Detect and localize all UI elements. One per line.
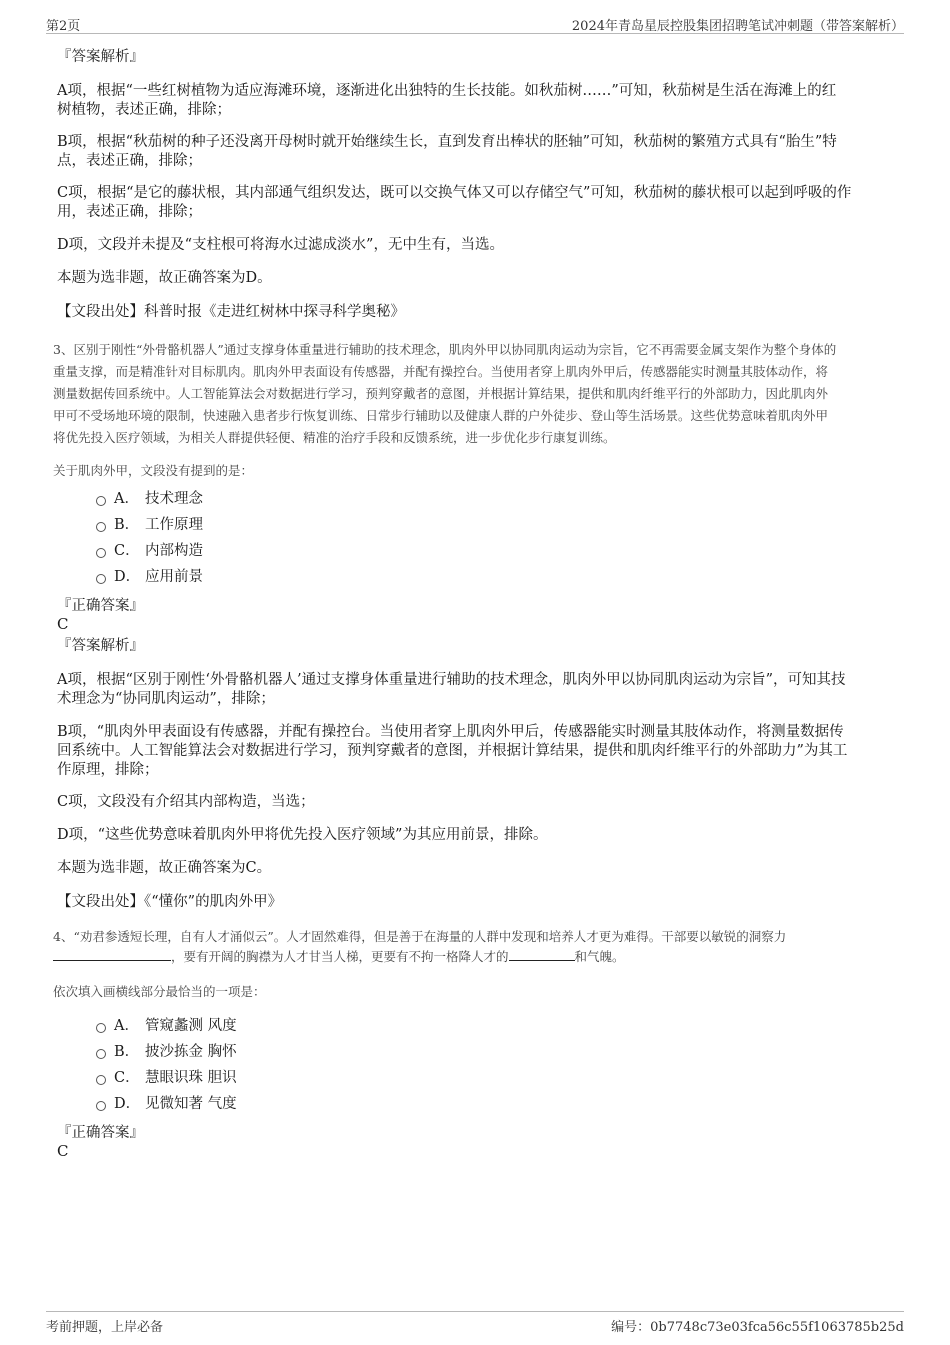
q3-passage-line3: 测量数据传回系统中。人工智能算法会对数据进行学习，预判穿戴者的意图，并根据计算结果，提供和肌肉纤维平行的外部助力，因此肌肉外 — [53, 386, 829, 401]
analysis-d: D项，文段并未提及“支柱根可将海水过滤成淡水”，无中生有，当选。 — [57, 237, 504, 253]
q3-analysis-c: C项，文段没有介绍其内部构造，当选； — [57, 794, 315, 810]
page-footer — [46, 1311, 904, 1336]
q4-option-d[interactable]: D． 见微知著 气度 — [96, 1094, 237, 1114]
q3-analysis-a-line2: 术理念为“协同肌肉运动”，排除； — [57, 691, 275, 707]
q3-answer-tag: 『正确答案』 — [57, 598, 144, 614]
source: 【文段出处】科普时报《走进红树林中探寻科学奥秘》 — [57, 304, 405, 320]
q3-question: 关于肌肉外甲，文段没有提到的是： — [53, 463, 254, 478]
q3-source: 【文段出处】《“懂你”的肌肉外甲》 — [57, 894, 283, 910]
document-title: 2024年青岛星辰控股集团招聘笔试冲刺题（带答案解析） — [571, 19, 904, 34]
footer-slogan: 考前押题，上岸必备 — [46, 1320, 164, 1335]
answer-blank — [509, 946, 575, 961]
q3-answer: C — [57, 615, 69, 633]
document-code: 编号：0b7748c73e03fca56c55f1063785b25d — [611, 1320, 904, 1335]
radio-icon[interactable] — [96, 1049, 106, 1059]
radio-icon[interactable] — [96, 574, 106, 584]
q4-question: 依次填入画横线部分最恰当的一项是： — [53, 984, 266, 999]
q4-option-c[interactable]: C． 慧眼识珠 胆识 — [96, 1068, 237, 1088]
q3-passage-line4: 甲可不受场地环境的限制，快速融入患者步行恢复训练、日常步行辅助以及健康人群的户外徒步、登山等生活场景。这些优势意味着肌肉外甲 — [53, 408, 829, 423]
q3-analysis-a-line1: A项，根据“区别于刚性‘外骨骼机器人’通过支撑身体重量进行辅助的技术理念，肌肉外甲以协同肌肉运动为宗旨”，可知其技 — [57, 672, 846, 688]
q3-option-c[interactable]: C． 内部构造 — [96, 541, 203, 561]
q3-analysis-b-line1: B项，“肌肉外甲表面设有传感器，并配有操控台。当使用者穿上肌肉外甲后，传感器能实时测量其肢体动作，将测量数据传 — [57, 724, 844, 740]
q4-answer: C — [57, 1142, 69, 1160]
conclusion: 本题为选非题，故正确答案为D。 — [57, 270, 272, 286]
q4-passage-line2: ，要有开阔的胸襟为人才甘当人梯，更要有不拘一格降人才的 和气魄。 — [53, 946, 901, 968]
radio-icon[interactable] — [96, 1023, 106, 1033]
q3-analysis-b-line3: 作原理，排除； — [57, 762, 159, 778]
q3-analysis-b-line2: 回系统中。人工智能算法会对数据进行学习，预判穿戴者的意图，并根据计算结果，提供和肌肉纤维平行的外部助力”为其工 — [57, 743, 848, 759]
q3-passage-line1: 3、区别于刚性“外骨骼机器人”通过支撑身体重量进行辅助的技术理念，肌肉外甲以协同肌肉运动为宗旨，它不再需要金属支架作为整个身体的 — [53, 342, 837, 357]
q3-passage-line2: 重量支撑，而是精准针对目标肌肉。肌肉外甲表面设有传感器，并配有操控台。当使用者穿上肌肉外甲后，传感器能实时测量其肢体动作，将 — [53, 364, 829, 379]
radio-icon[interactable] — [96, 1075, 106, 1085]
radio-icon[interactable] — [96, 522, 106, 532]
q4-answer-tag: 『正确答案』 — [57, 1125, 144, 1141]
q3-analysis-d: D项，“这些优势意味着肌肉外甲将优先投入医疗领域”为其应用前景，排除。 — [57, 827, 548, 843]
q4-option-b[interactable]: B． 披沙拣金 胸怀 — [96, 1042, 237, 1062]
q3-option-d[interactable]: D． 应用前景 — [96, 567, 203, 587]
radio-icon[interactable] — [96, 496, 106, 506]
analysis-tag: 『答案解析』 — [57, 49, 144, 65]
q3-option-a[interactable]: A． 技术理念 — [96, 489, 203, 509]
analysis-c-line2: 用，表述正确，排除； — [57, 204, 202, 220]
analysis-a-line1: A项，根据“一些红树植物为适应海滩环境，逐渐进化出独特的生长技能。如秋茄树……”可知，秋茄树是生活在海滩上的红 — [57, 83, 837, 99]
q3-conclusion: 本题为选非题，故正确答案为C。 — [57, 860, 272, 876]
radio-icon[interactable] — [96, 1101, 106, 1111]
analysis-b-line1: B项，根据“秋茄树的种子还没离开母树时就开始继续生长，直到发育出棒状的胚轴”可知，秋茄树的繁殖方式具有“胎生”特 — [57, 134, 837, 150]
analysis-b-line2: 点，表述正确，排除； — [57, 153, 202, 169]
page-number: 第2页 — [46, 19, 81, 34]
answer-blank — [53, 946, 171, 961]
q3-passage-line5: 将优先投入医疗领域，为相关人群提供轻便、精准的治疗手段和反馈系统，进一步优化步行康复训练。 — [53, 430, 616, 445]
analysis-c-line1: C项，根据“是它的藤状根，其内部通气组织发达，既可以交换气体又可以存储空气”可知，秋茄树的藤状根可以起到呼吸的作 — [57, 185, 852, 201]
q4-passage-line1: 4、“劝君参透短长理，自有人才涌似云”。人才固然难得，但是善于在海量的人群中发现和培养人才更为难得。干部要以敏锐的洞察力 — [53, 929, 787, 944]
radio-icon[interactable] — [96, 548, 106, 558]
analysis-a-line2: 树植物，表述正确，排除； — [57, 102, 231, 118]
q4-option-a[interactable]: A． 管窥蠡测 风度 — [96, 1016, 237, 1036]
q3-analysis-tag: 『答案解析』 — [57, 638, 144, 654]
q3-option-b[interactable]: B． 工作原理 — [96, 515, 203, 535]
